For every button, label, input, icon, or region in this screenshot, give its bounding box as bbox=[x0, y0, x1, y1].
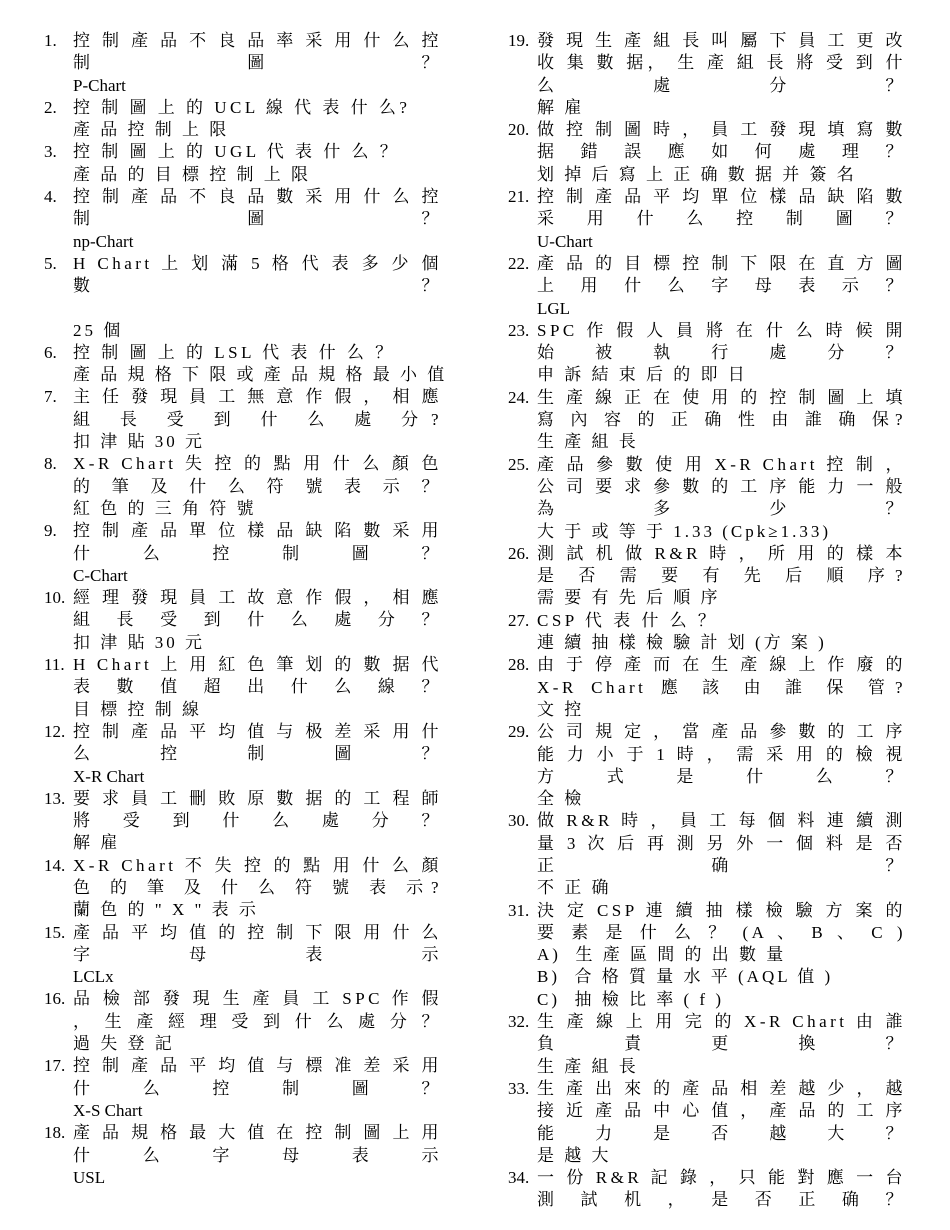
answer-text: 蘭 色 的 " X " 表 示 bbox=[73, 900, 259, 920]
answer-text: 生 產 組 長 bbox=[537, 432, 639, 452]
question-number: 15. bbox=[44, 922, 66, 942]
question-item bbox=[44, 253, 442, 342]
answer-text: 是 越 大 bbox=[537, 1145, 612, 1165]
question-number: 28. bbox=[508, 655, 530, 675]
question-item bbox=[44, 788, 442, 855]
answer-text: 25 個 bbox=[73, 320, 124, 340]
question-text: 由 于 停 產 而 在 生 產 線 上 作 廢 的 X-R Chart 應 該 由 誰 保 管? bbox=[537, 655, 906, 697]
answer-text: C-Chart bbox=[73, 565, 128, 585]
question-item bbox=[508, 1078, 906, 1167]
question-item bbox=[44, 520, 442, 587]
question-item bbox=[508, 900, 906, 1011]
question-item bbox=[44, 587, 442, 654]
answer-text: X-R Chart bbox=[73, 766, 145, 786]
answer-text: C) 抽 檢 比 率 ( f ) bbox=[537, 989, 724, 1009]
question-item bbox=[44, 654, 442, 721]
question-text: 控 制 產 品 單 位 樣 品 缺 陷 數 采 用 什 么 控 制 圖 ？ bbox=[73, 521, 442, 563]
answer-text: P-Chart bbox=[73, 75, 126, 95]
answer-text: np-Chart bbox=[73, 231, 134, 251]
question-number: 16. bbox=[44, 989, 66, 1009]
question-text: H Chart 上 划 滿 5 格 代 表 多 少 個 數 ？ bbox=[73, 253, 442, 296]
question-number: 8. bbox=[44, 454, 57, 474]
question-text: 產 品 規 格 最 大 值 在 控 制 圖 上 用 什 么 字 母 表 示 bbox=[73, 1123, 442, 1165]
answer-text: 扣 津 貼 30 元 bbox=[73, 632, 205, 652]
question-item bbox=[508, 30, 906, 119]
question-item bbox=[44, 721, 442, 788]
question-text: 控 制 產 品 不 良 品 率 采 用 什 么 控 制 圖 ？ bbox=[73, 31, 442, 73]
question-item bbox=[44, 1122, 442, 1189]
question-number: 19. bbox=[508, 31, 530, 50]
question-text: 發 現 生 產 組 長 叫 屬 下 員 工 更 改 收 集 數 据， 生 產 組 長 將 受 到 什 么 處 分 ？ bbox=[537, 31, 906, 95]
question-text: H Chart 上 用 紅 色 筆 划 的 數 据 代 表 數 值 超 出 什 么 線 ？ bbox=[73, 655, 442, 697]
question-item bbox=[508, 654, 906, 721]
question-number: 6. bbox=[44, 342, 57, 362]
question-item bbox=[508, 543, 906, 610]
question-text: 經 理 發 現 員 工 故 意 作 假 ， 相 應 組 長 受 到 什 么 處 分 ？ bbox=[73, 588, 442, 630]
answer-text: X-S Chart bbox=[73, 1100, 143, 1120]
question-number: 3. bbox=[44, 142, 57, 162]
answer-text: 產 品 的 目 標 控 制 上 限 bbox=[73, 164, 311, 184]
question-item bbox=[508, 186, 906, 253]
answer-text: 解 雇 bbox=[537, 97, 585, 117]
answer-text: USL bbox=[73, 1167, 106, 1187]
question-number: 1. bbox=[44, 31, 57, 50]
answer-text: 扣 津 貼 30 元 bbox=[73, 432, 205, 452]
question-text: 控 制 圖 上 的 LSL 代 表 什 么 ？ bbox=[73, 342, 396, 362]
answer-text: 不 正 确 bbox=[537, 878, 612, 898]
question-number: 22. bbox=[508, 253, 530, 273]
question-item bbox=[508, 454, 906, 543]
question-text: 決 定 CSP 連 續 抽 樣 檢 驗 方 案 的 要 素 是 什 么 ？ (A 、 B 、 C ) bbox=[537, 900, 906, 942]
answer-text: 產 品 控 制 上 限 bbox=[73, 120, 230, 140]
question-text: 生 產 線 正 在 使 用 的 控 制 圖 上 填 寫 內 容 的 正 确 性 由 誰 确 保? bbox=[537, 387, 906, 430]
right-column bbox=[508, 30, 906, 1212]
question-number: 25. bbox=[508, 454, 530, 474]
question-number: 24. bbox=[508, 387, 530, 407]
question-text: 產 品 平 均 值 的 控 制 下 限 用 什 么 字 母 表 示 bbox=[73, 922, 442, 964]
question-number: 10. bbox=[44, 588, 66, 608]
answer-text: 需 要 有 先 后 順 序 bbox=[537, 588, 721, 608]
question-text: CSP 代 表 什 么 ？ bbox=[537, 610, 719, 630]
question-number: 30. bbox=[508, 811, 530, 831]
question-number: 7. bbox=[44, 387, 57, 407]
question-number: 34. bbox=[508, 1168, 530, 1188]
answer-text: 全 檢 bbox=[537, 789, 585, 809]
question-item bbox=[44, 141, 442, 186]
answer-text: 划 掉 后 寫 上 正 确 數 据 并 簽 名 bbox=[537, 164, 857, 184]
question-text: X-R Chart 失 控 的 點 用 什 么 顏 色 的 筆 及 什 么 符 號 表 示 ？ bbox=[73, 454, 442, 496]
answer-text: 產 品 規 格 下 限 或 產 品 規 格 最 小 值 bbox=[73, 365, 448, 385]
question-item bbox=[508, 721, 906, 810]
question-number: 5. bbox=[44, 253, 57, 273]
question-item bbox=[44, 453, 442, 520]
question-number: 26. bbox=[508, 543, 530, 563]
question-text: 產 品 的 目 標 控 制 下 限 在 直 方 圖 上 用 什 么 字 母 表 示 ？ bbox=[537, 253, 906, 296]
question-number: 23. bbox=[508, 320, 530, 340]
question-text: 要 求 員 工 刪 敗 原 數 据 的 工 程 師 將 受 到 什 么 處 分 ？ bbox=[73, 788, 442, 831]
question-item bbox=[44, 186, 442, 253]
question-number: 14. bbox=[44, 855, 66, 875]
answer-text: 解 雇 bbox=[73, 833, 121, 853]
left-column bbox=[44, 30, 448, 1189]
question-number: 20. bbox=[508, 120, 530, 140]
question-text: SPC 作 假 人 員 將 在 什 么 時 候 開 始 被 執 行 處 分 ？ bbox=[537, 320, 906, 363]
question-number: 12. bbox=[44, 721, 66, 741]
question-item bbox=[508, 320, 906, 387]
question-text: 做 控 制 圖 時 ， 員 工 發 現 填 寫 數 据 錯 誤 應 如 何 處 理 ？ bbox=[537, 120, 906, 162]
question-item bbox=[508, 610, 906, 655]
answer-text: 生 產 組 長 bbox=[537, 1056, 639, 1076]
answer-text: 文 控 bbox=[537, 699, 585, 719]
question-number: 27. bbox=[508, 610, 530, 630]
question-item bbox=[508, 387, 906, 454]
question-text: 測 試 机 做 R&R 時 ， 所 用 的 樣 本 是 否 需 要 有 先 后 順 序? bbox=[537, 543, 906, 586]
question-number: 31. bbox=[508, 900, 530, 920]
question-text: 產 品 參 數 使 用 X-R Chart 控 制 ， 公 司 要 求 參 數 的 工 序 能 力 一 般 為 多 少 ？ bbox=[537, 454, 906, 519]
question-number: 17. bbox=[44, 1056, 66, 1076]
question-item bbox=[508, 1011, 906, 1078]
question-item bbox=[508, 1167, 906, 1212]
question-text: 控 制 圖 上 的 UGL 代 表 什 么 ？ bbox=[73, 142, 401, 162]
answer-text: LGL bbox=[537, 298, 571, 318]
question-item bbox=[44, 922, 442, 989]
question-number: 2. bbox=[44, 97, 57, 117]
answer-text: U-Chart bbox=[537, 231, 593, 251]
question-item bbox=[508, 810, 906, 899]
answer-text: A) 生 產 區 間 的 出 數 量 bbox=[537, 945, 787, 965]
question-text: 公 司 規 定 ， 當 產 品 參 數 的 工 序 能 力 小 于 1 時 ， 需 采 用 的 檢 視 方 式 是 什 么 ？ bbox=[537, 722, 906, 786]
question-text: 控 制 產 品 不 良 品 數 采 用 什 么 控 制 圖 ？ bbox=[73, 187, 442, 229]
answer-text: B) 合 格 質 量 水 平 (AQL 值 ) bbox=[537, 967, 834, 987]
question-item bbox=[508, 253, 906, 320]
question-item bbox=[44, 988, 442, 1055]
answer-text: 目 標 控 制 線 bbox=[73, 699, 202, 719]
question-item bbox=[44, 342, 448, 387]
answer-text: 申 訴 結 束 后 的 即 日 bbox=[537, 365, 748, 385]
question-number: 11. bbox=[44, 655, 65, 675]
question-number: 13. bbox=[44, 788, 66, 808]
answer-text: 連 續 抽 樣 檢 驗 計 划 (方 案 ) bbox=[537, 633, 827, 653]
question-item bbox=[44, 855, 442, 922]
question-number: 21. bbox=[508, 187, 530, 207]
question-number: 33. bbox=[508, 1078, 530, 1098]
question-text: 一 份 R&R 記 錄 ， 只 能 對 應 一 台 測 試 机 ， 是 否 正 确 ？ bbox=[537, 1168, 906, 1210]
question-number: 18. bbox=[44, 1123, 66, 1143]
question-item bbox=[44, 1055, 442, 1122]
question-text: 主 任 發 現 員 工 無 意 作 假 ， 相 應 組 長 受 到 什 么 處 分? bbox=[73, 387, 442, 429]
question-text: 生 產 線 上 用 完 的 X-R Chart 由 誰 負 責 更 換 ？ bbox=[537, 1012, 906, 1054]
question-item bbox=[44, 30, 442, 97]
answer-text: 紅 色 的 三 角 符 號 bbox=[73, 498, 257, 518]
answer-text: LCLx bbox=[73, 967, 114, 987]
question-number: 29. bbox=[508, 722, 530, 742]
question-number: 9. bbox=[44, 521, 57, 541]
question-number: 32. bbox=[508, 1012, 530, 1032]
question-text: 做 R&R 時 ， 員 工 每 個 料 連 續 測 量 3 次 后 再 測 另 外 一 個 料 是 否 正 确 ？ bbox=[537, 811, 906, 875]
question-item bbox=[44, 97, 442, 142]
question-text: 控 制 產 品 平 均 值 与 极 差 采 用 什 么 控 制 圖 ？ bbox=[73, 721, 442, 764]
question-text: 品 檢 部 發 現 生 產 員 工 SPC 作 假 ， 生 產 經 理 受 到 什 么 處 分 ？ bbox=[73, 989, 442, 1031]
question-number: 4. bbox=[44, 187, 57, 207]
question-text: 生 產 出 來 的 產 品 相 差 越 少 ， 越 接 近 產 品 中 心 值 ， 產 品 的 工 序 能 力 是 否 越 大 ？ bbox=[537, 1078, 906, 1143]
question-item bbox=[44, 386, 442, 453]
question-text: 控 制 圖 上 的 UCL 線 代 表 什 么? bbox=[73, 97, 411, 117]
answer-text: 大 于 或 等 于 1.33 (Cpk≥1.33) bbox=[537, 521, 831, 541]
question-text: 控 制 產 品 平 均 單 位 樣 品 缺 陷 數 采 用 什 么 控 制 圖 ？ bbox=[537, 187, 906, 229]
question-text: X-R Chart 不 失 控 的 點 用 什 么 顏 色 的 筆 及 什 么 符 號 表 示? bbox=[73, 855, 442, 897]
question-item bbox=[508, 119, 906, 186]
question-text: 控 制 產 品 平 均 值 与 標 准 差 采 用 什 么 控 制 圖 ？ bbox=[73, 1056, 442, 1098]
answer-text: 過 失 登 記 bbox=[73, 1034, 175, 1054]
